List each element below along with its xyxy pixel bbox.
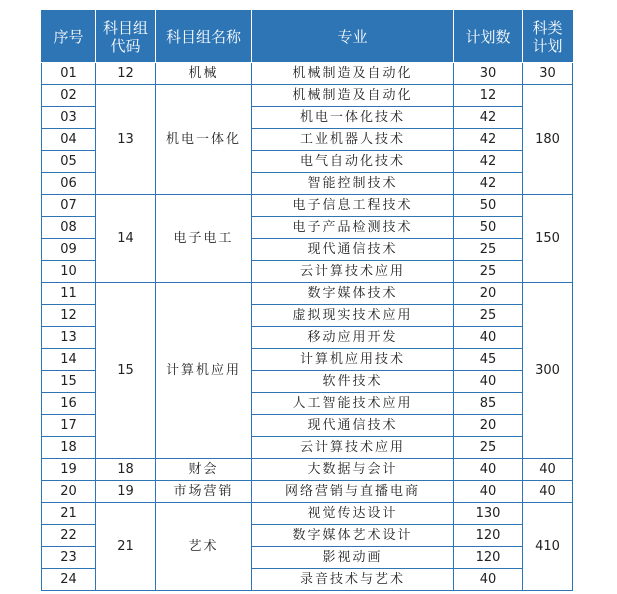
cell-plan: 42 [454,151,523,173]
header-seq: 序号 [42,11,96,63]
cell-category-plan: 180 [523,85,573,195]
cell-category-plan: 40 [523,459,573,481]
cell-major: 机械制造及自动化 [252,63,454,85]
cell-plan: 42 [454,107,523,129]
cell-major: 录音技术与艺术 [252,569,454,591]
cell-major: 现代通信技术 [252,239,454,261]
table-row [42,283,573,305]
cell-group-code: 18 [96,459,156,481]
cell-seq: 10 [42,261,96,283]
cell-seq: 23 [42,547,96,569]
cell-group-name: 电子电工 [156,195,252,283]
cell-seq: 07 [42,195,96,217]
cell-seq: 14 [42,349,96,371]
header-plan: 计划数 [454,11,523,63]
cell-seq: 21 [42,503,96,525]
cell-major: 云计算技术应用 [252,261,454,283]
cell-major: 虚拟现实技术应用 [252,305,454,327]
cell-seq: 24 [42,569,96,591]
cell-major: 机械制造及自动化 [252,85,454,107]
cell-seq: 19 [42,459,96,481]
cell-seq: 09 [42,239,96,261]
cell-plan: 25 [454,239,523,261]
cell-seq: 12 [42,305,96,327]
cell-seq: 22 [42,525,96,547]
cell-major: 网络营销与直播电商 [252,481,454,503]
cell-group-code: 13 [96,85,156,195]
cell-category-plan: 150 [523,195,573,283]
cell-seq: 16 [42,393,96,415]
cell-group-name: 艺术 [156,503,252,591]
cell-seq: 11 [42,283,96,305]
cell-group-code: 12 [96,63,156,85]
table-row [42,85,573,107]
table-row [42,195,573,217]
cell-seq: 13 [42,327,96,349]
cell-group-name: 机电一体化 [156,85,252,195]
cell-group-name: 市场营销 [156,481,252,503]
cell-plan: 25 [454,261,523,283]
header-category-plan-line-2: 计划 [532,36,563,55]
cell-group-name: 财会 [156,459,252,481]
header-row [42,11,573,63]
cell-plan: 25 [454,305,523,327]
cell-seq: 17 [42,415,96,437]
cell-group-code: 21 [96,503,156,591]
cell-plan: 20 [454,415,523,437]
cell-plan: 40 [454,459,523,481]
cell-major: 视觉传达设计 [252,503,454,525]
cell-major: 移动应用开发 [252,327,454,349]
cell-major: 计算机应用技术 [252,349,454,371]
cell-major: 数字媒体艺术设计 [252,525,454,547]
cell-seq: 03 [42,107,96,129]
cell-major: 电子信息工程技术 [252,195,454,217]
cell-plan: 40 [454,481,523,503]
cell-plan: 50 [454,217,523,239]
cell-category-plan: 300 [523,283,573,459]
cell-major: 现代通信技术 [252,415,454,437]
cell-plan: 40 [454,371,523,393]
cell-plan: 50 [454,195,523,217]
cell-group-name: 计算机应用 [156,283,252,459]
cell-seq: 02 [42,85,96,107]
header-code-line-1: 科目组 [102,18,148,37]
cell-plan: 45 [454,349,523,371]
cell-plan: 12 [454,85,523,107]
cell-plan: 30 [454,63,523,85]
cell-seq: 05 [42,151,96,173]
cell-category-plan: 40 [523,481,573,503]
cell-major: 数字媒体技术 [252,283,454,305]
cell-major: 电气自动化技术 [252,151,454,173]
cell-major: 人工智能技术应用 [252,393,454,415]
cell-major: 电子产品检测技术 [252,217,454,239]
cell-category-plan: 30 [523,63,573,85]
header-category-plan [523,11,573,63]
enrollment-plan-table [41,10,573,591]
cell-major: 云计算技术应用 [252,437,454,459]
cell-group-code: 19 [96,481,156,503]
cell-major: 软件技术 [252,371,454,393]
cell-plan: 25 [454,437,523,459]
cell-plan: 130 [454,503,523,525]
cell-plan: 42 [454,173,523,195]
table-row [42,503,573,525]
cell-group-code: 14 [96,195,156,283]
cell-plan: 120 [454,525,523,547]
cell-plan: 40 [454,327,523,349]
cell-group-name: 机械 [156,63,252,85]
cell-seq: 01 [42,63,96,85]
cell-seq: 06 [42,173,96,195]
cell-seq: 15 [42,371,96,393]
cell-seq: 04 [42,129,96,151]
cell-major: 大数据与会计 [252,459,454,481]
header-group-name: 科目组名称 [156,11,252,63]
cell-group-code: 15 [96,283,156,459]
table-row [42,63,573,85]
cell-major: 工业机器人技术 [252,129,454,151]
cell-plan: 40 [454,569,523,591]
header-category-plan-line-1: 科类 [532,18,563,37]
table-row [42,481,573,503]
cell-plan: 120 [454,547,523,569]
cell-plan: 42 [454,129,523,151]
enrollment-plan-table-container [41,10,572,591]
cell-category-plan: 410 [523,503,573,591]
cell-seq: 18 [42,437,96,459]
cell-seq: 20 [42,481,96,503]
header-code [96,11,156,63]
header-major: 专业 [252,11,454,63]
cell-major: 影视动画 [252,547,454,569]
cell-seq: 08 [42,217,96,239]
cell-major: 机电一体化技术 [252,107,454,129]
cell-major: 智能控制技术 [252,173,454,195]
table-row [42,459,573,481]
cell-plan: 20 [454,283,523,305]
cell-plan: 85 [454,393,523,415]
table-body [42,63,573,591]
header-code-line-2: 代码 [110,36,141,55]
